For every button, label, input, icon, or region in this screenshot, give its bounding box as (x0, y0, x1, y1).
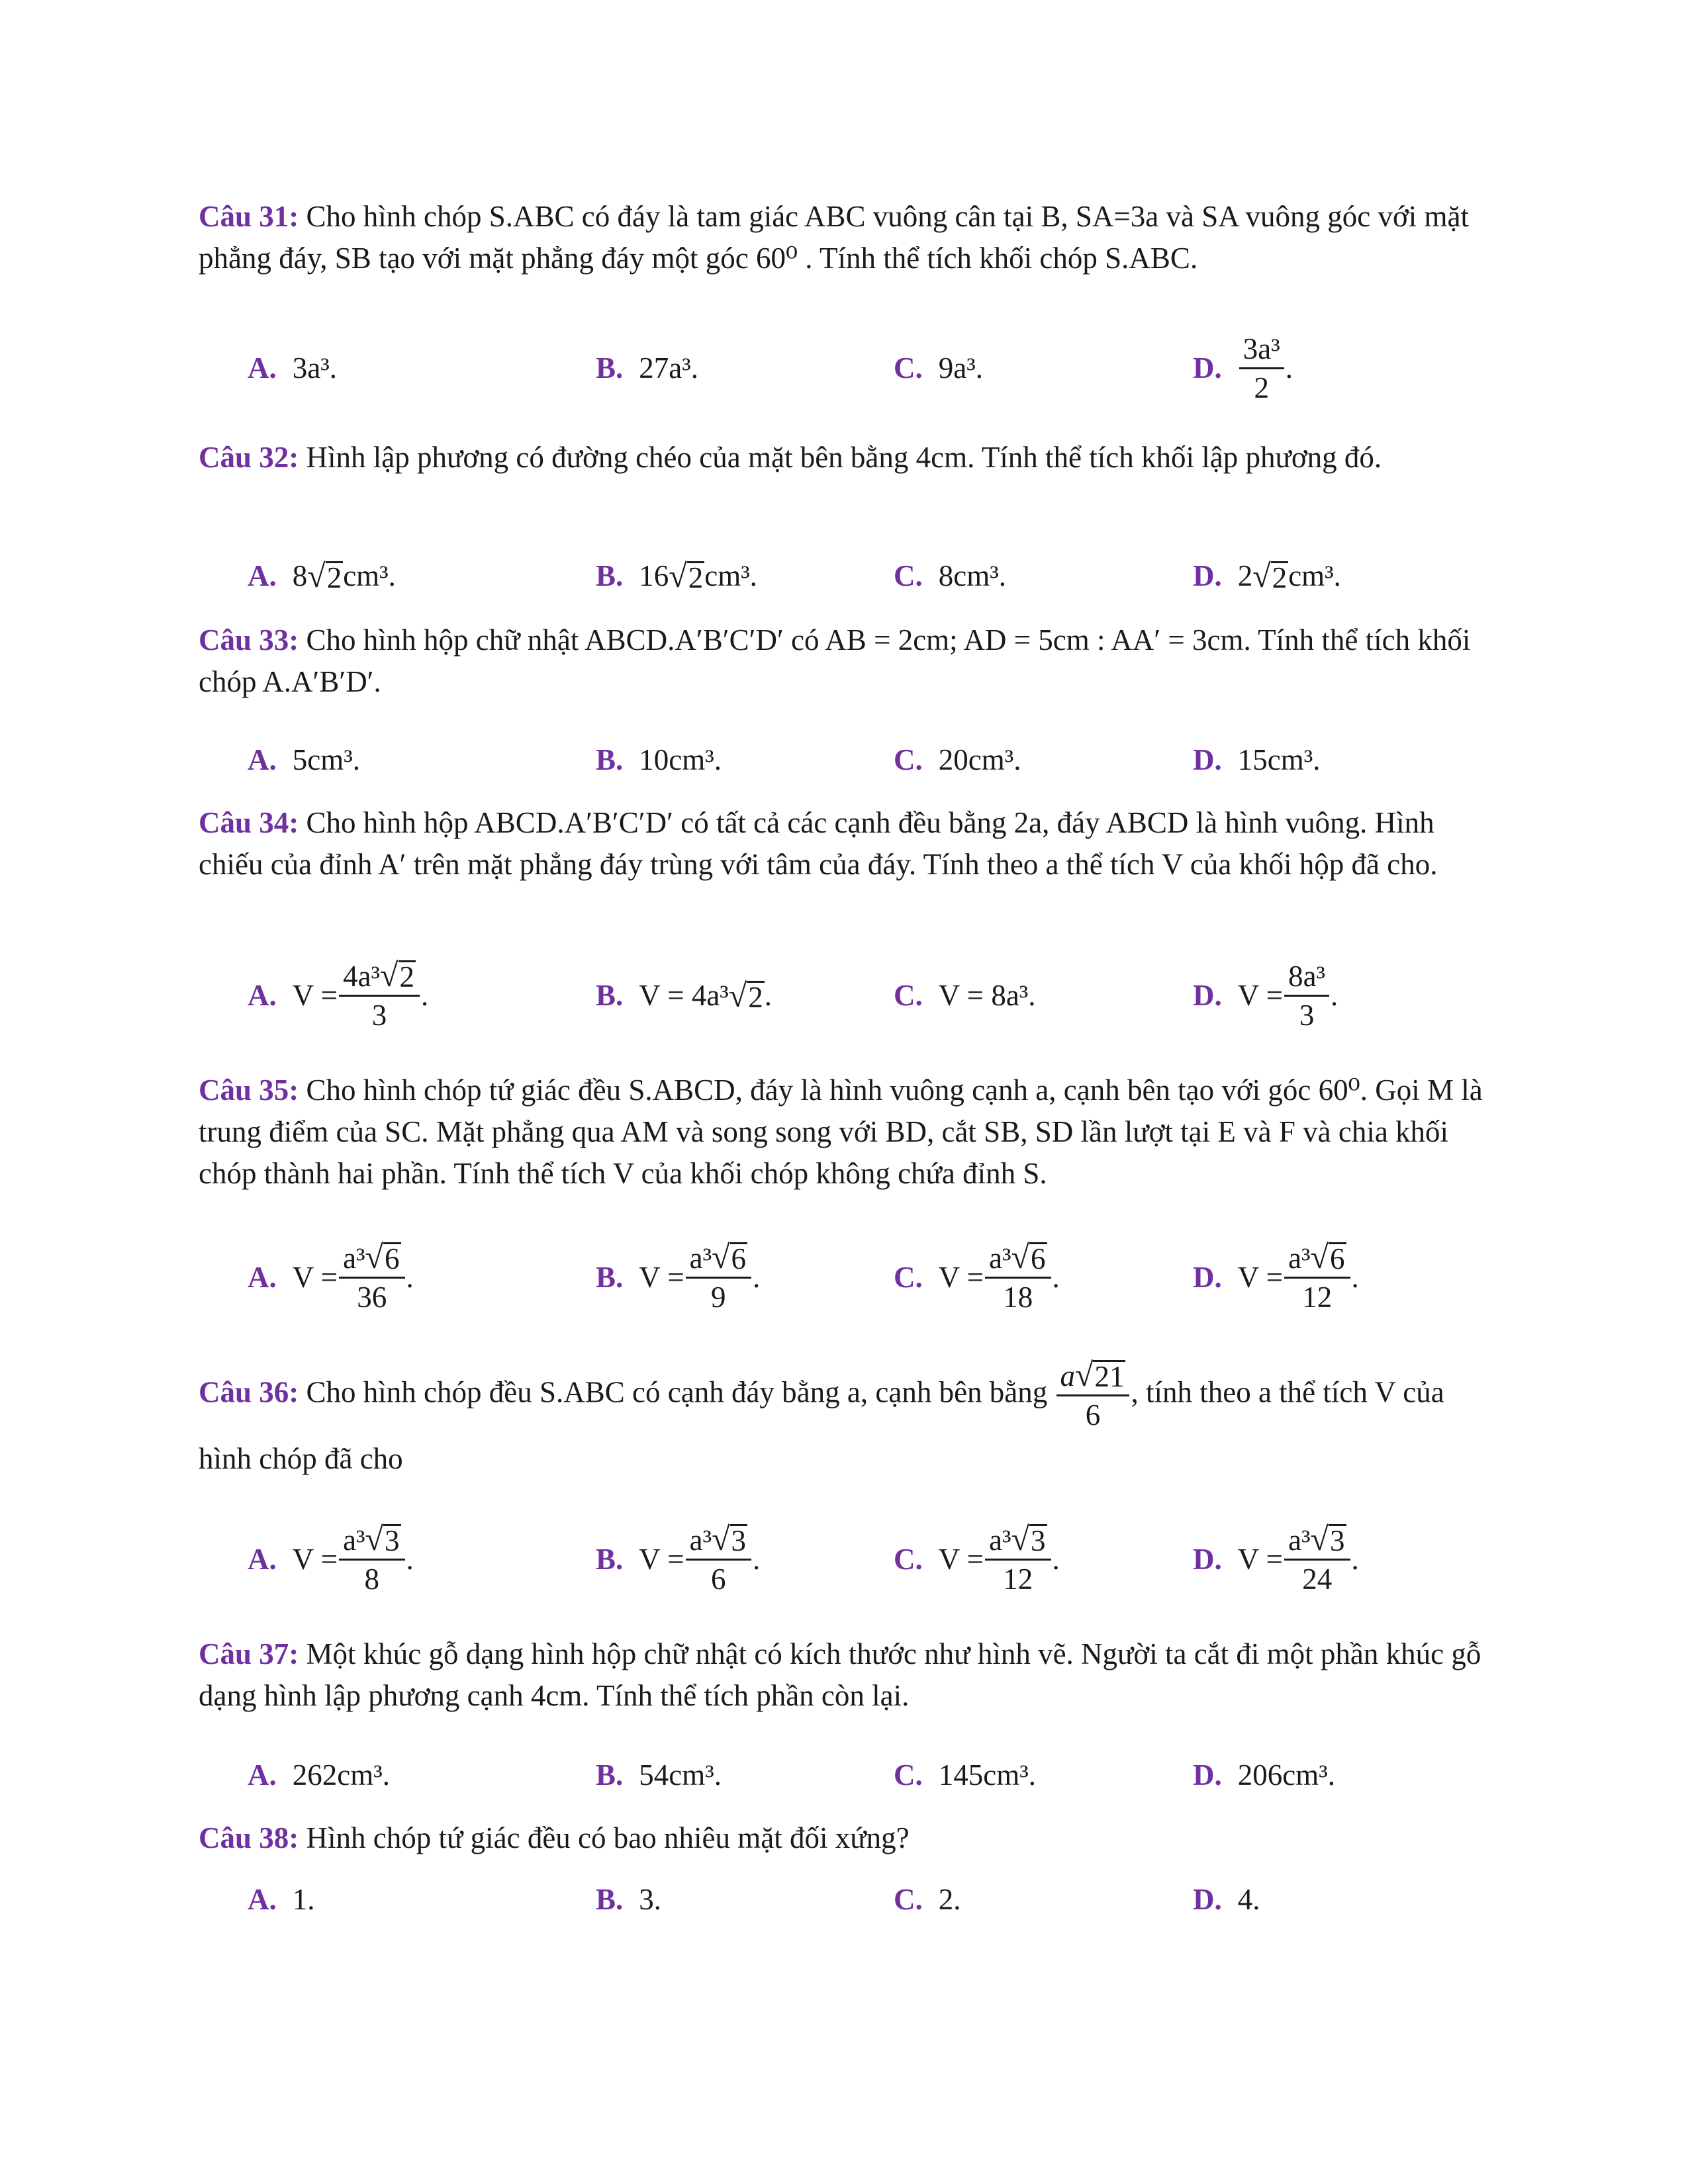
question-37 (199, 1633, 1496, 1717)
question-35 (199, 1069, 1496, 1195)
option-d[interactable]: D. 2 √ 2 cm³. (1193, 557, 1341, 594)
question-label: Câu 33: (199, 623, 299, 657)
option-d[interactable]: D. 15cm³. (1193, 743, 1321, 776)
sqrt: √ 2 (669, 557, 704, 594)
option-a[interactable]: A. V = a³ √ 3 8 . (248, 1520, 414, 1596)
question-text: Hình chóp tứ giác đều có bao nhiêu mặt đối xứng? (299, 1821, 910, 1854)
sqrt: √ 6 (1310, 1238, 1345, 1275)
question-text: Hình lập phương có đường chéo của mặt bên bằng 4cm. Tính thể tích khối lập phương đó. (299, 441, 1382, 474)
fraction: a³ √ 3 8 (339, 1522, 404, 1596)
sqrt: √ 2 (1252, 557, 1288, 594)
question-label: Câu 34: (199, 806, 299, 839)
question-label: Câu 36: (199, 1375, 299, 1409)
option-c[interactable]: C. V = a³ √ 3 12 . (894, 1520, 1060, 1596)
option-a[interactable]: A. 8 √ 2 cm³. (248, 557, 396, 594)
question-text: Cho hình hộp chữ nhật ABCD.A′B′C′D′ có AB = 2cm; AD = 5cm : AA′ = 3cm. Tính thể tích khối chóp A.A′B′D′. (199, 623, 1471, 698)
sqrt: √ 21 (1075, 1356, 1125, 1393)
option-a[interactable]: A. 5cm³. (248, 743, 360, 776)
question-text: Cho hình hộp ABCD.A′B′C′D′ có tất cả các cạnh đều bằng 2a, đáy ABCD là hình vuông. Hình chiếu của đỉnh A′ trên mặt phẳng đáy trùng với tâm của đáy. Tính theo a thể tích V của khối hộp đã cho. (199, 806, 1438, 881)
option-d[interactable]: D. V = a³ √ 6 12 . (1193, 1238, 1359, 1314)
option-c[interactable]: C. 2. (894, 1883, 961, 1916)
options-36 (248, 1520, 1505, 1599)
option-d[interactable]: D. 206cm³. (1193, 1758, 1335, 1792)
fraction: a³ √ 3 12 (985, 1522, 1051, 1596)
fraction: 4a³ √ 2 3 (339, 958, 420, 1032)
option-b[interactable]: B. 54cm³. (596, 1758, 722, 1792)
sqrt: √ 2 (728, 977, 763, 1014)
fraction: a³ √ 6 36 (339, 1240, 404, 1314)
sqrt: √ 6 (365, 1238, 400, 1275)
options-35 (248, 1238, 1505, 1317)
fraction: a³ √ 3 6 (686, 1522, 751, 1596)
option-c[interactable]: C. V = a³ √ 6 18 . (894, 1238, 1060, 1314)
question-31 (199, 196, 1496, 279)
question-label: Câu 31: (199, 200, 299, 233)
question-text: Cho hình chóp tứ giác đều S.ABCD, đáy là hình vuông cạnh a, cạnh bên tạo với góc 60⁰. Gọi M là trung điểm của SC. Mặt phẳng qua AM và song song với BD, cắt SB, SD lần lượt tại E và F và chia khối chóp thành hai phần. Tính thể tích V của khối chóp không chứa đỉnh S. (199, 1073, 1483, 1190)
fraction: $\frac{\text{8a³}}{3}$ (1284, 959, 1329, 1032)
sqrt: √ 2 (307, 557, 342, 594)
option-b[interactable]: B. V = 4a³ √ 2 . (596, 977, 772, 1014)
question-label: Câu 35: (199, 1073, 299, 1107)
question-34 (199, 802, 1496, 886)
option-c[interactable]: C. 145cm³. (894, 1758, 1036, 1792)
sqrt: √ 2 (380, 956, 414, 993)
edge-fraction: a √ 21 6 (1056, 1358, 1130, 1432)
option-a[interactable]: A. 262cm³. (248, 1758, 390, 1792)
option-d[interactable]: D. $\frac{\text{3a³}}{2}$ . (1193, 332, 1293, 404)
question-label: Câu 32: (199, 441, 299, 474)
question-text: Cho hình chóp đều S.ABC có cạnh đáy bằng a, cạnh bên bằng (299, 1375, 1048, 1409)
options-34 (248, 956, 1505, 1035)
option-b[interactable]: B. 16 √ 2 cm³. (596, 557, 757, 594)
option-d[interactable]: D. V = $\frac{\text{8a³}}{3}$ . (1193, 959, 1338, 1032)
question-32 (199, 437, 1496, 478)
option-c[interactable]: C. 8cm³. (894, 559, 1006, 592)
fraction: a³ √ 6 9 (686, 1240, 751, 1314)
question-text: Cho hình chóp S.ABC có đáy là tam giác ABC vuông cân tại B, SA=3a và SA vuông góc với mặt phẳng đáy, SB tạo với mặt phẳng đáy một góc 60⁰ . Tính thể tích khối chóp S.ABC. (199, 200, 1470, 275)
question-text: Một khúc gỗ dạng hình hộp chữ nhật có kích thước như hình vẽ. Người ta cắt đi một phần khúc gỗ dạng hình lập phương cạnh 4cm. Tính thể tích phần còn lại. (199, 1637, 1481, 1712)
option-c[interactable]: C. V = 8a³. (894, 979, 1036, 1012)
option-b[interactable]: B. V = a³ √ 3 6 . (596, 1520, 761, 1596)
option-a[interactable]: A. 3a³. (248, 351, 337, 385)
option-b[interactable]: B. 27a³. (596, 351, 698, 385)
fraction: $\frac{\text{3a³}}{2}$ (1239, 332, 1284, 405)
option-d[interactable]: D. V = a³ √ 3 24 . (1193, 1520, 1359, 1596)
sqrt: √ 3 (712, 1520, 747, 1557)
question-36 (199, 1358, 1496, 1485)
question-33 (199, 619, 1496, 703)
option-b[interactable]: B. 3. (596, 1883, 662, 1916)
option-c[interactable]: C. 9a³. (894, 351, 983, 385)
options-37 (248, 1735, 1505, 1815)
option-b[interactable]: B. V = a³ √ 6 9 . (596, 1238, 761, 1314)
options-32 (248, 536, 1505, 615)
sqrt: √ 3 (1310, 1520, 1345, 1557)
option-d[interactable]: D. 4. (1193, 1883, 1260, 1916)
option-c[interactable]: C. 20cm³. (894, 743, 1021, 776)
sqrt: √ 3 (1011, 1520, 1046, 1557)
options-31 (248, 328, 1505, 408)
sqrt: √ 3 (365, 1520, 400, 1557)
options-33 (248, 720, 1505, 799)
question-label: Câu 38: (199, 1821, 299, 1854)
fraction: a³ √ 6 18 (985, 1240, 1051, 1314)
sqrt: √ 6 (712, 1238, 747, 1275)
question-label: Câu 37: (199, 1637, 299, 1670)
question-text-cont: , tính theo a thể tích V của hình chóp đã cho (199, 1375, 1444, 1475)
option-a[interactable]: A. 1. (248, 1883, 315, 1916)
fraction: a³ √ 6 12 (1284, 1240, 1350, 1314)
option-b[interactable]: B. 10cm³. (596, 743, 722, 776)
question-38 (199, 1817, 1496, 1859)
option-a[interactable]: A. V = a³ √ 6 36 . (248, 1238, 414, 1314)
fraction: a³ √ 3 24 (1284, 1522, 1350, 1596)
sqrt: √ 6 (1011, 1238, 1046, 1275)
options-38 (248, 1860, 1505, 1939)
option-a[interactable]: A. V = 4a³ √ 2 3 . (248, 956, 429, 1032)
